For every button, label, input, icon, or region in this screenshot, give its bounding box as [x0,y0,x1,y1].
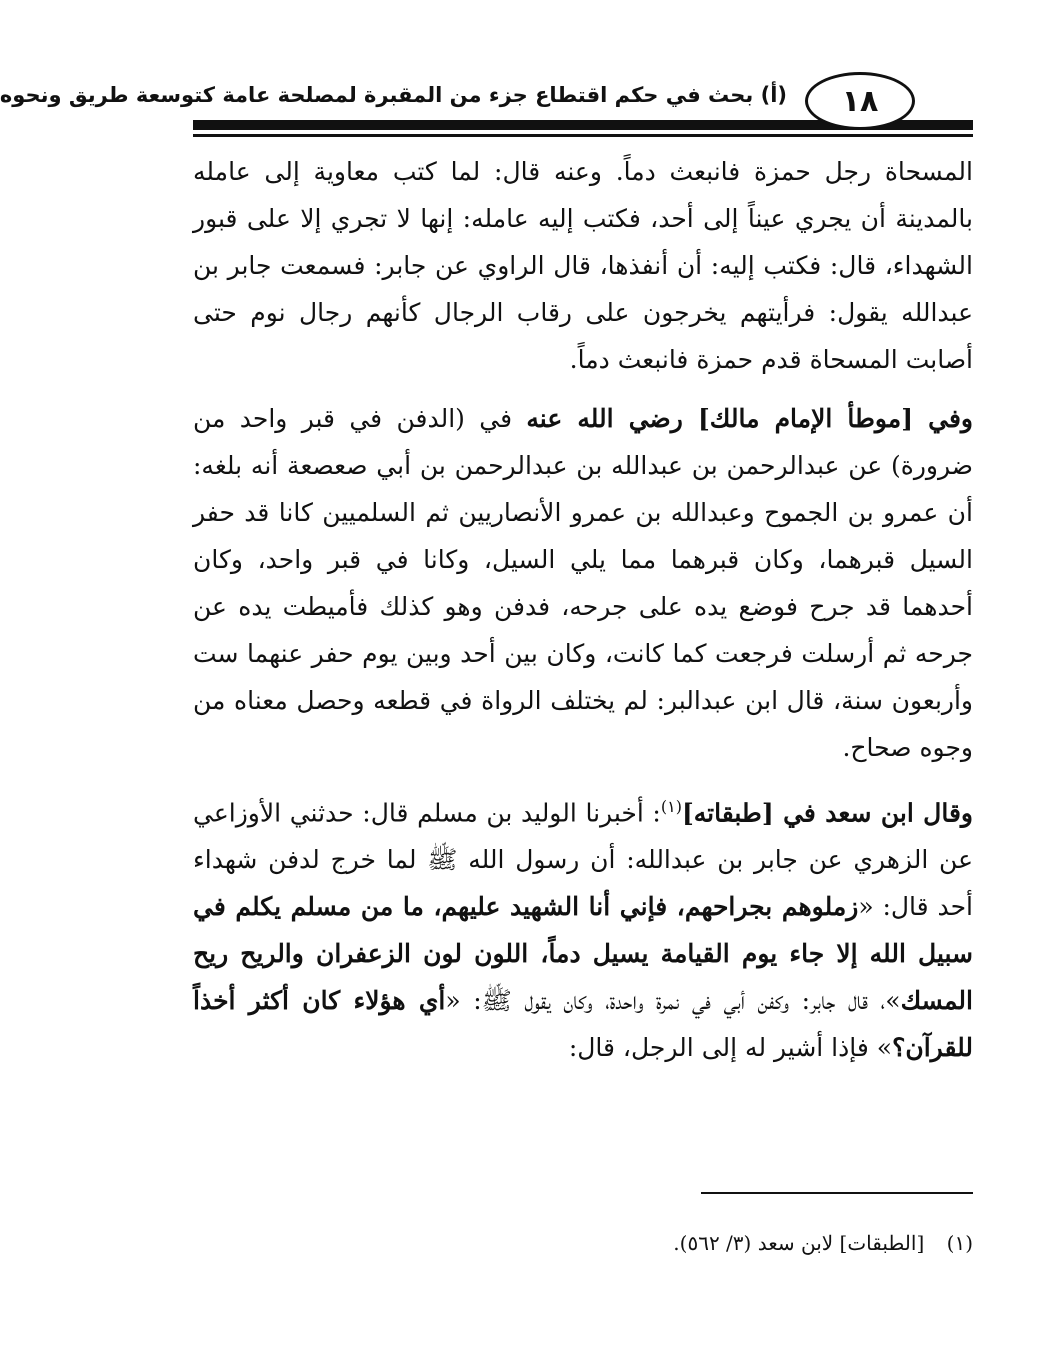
text-segment: : أخبرنا الوليد بن مسلم قال: حدثني الأوزاعي عن الزهري عن جابر بن عبدالله: أن رسول الله ﷺ لما خرج لدفن شهداء أحد قال: « [193,798,973,922]
paragraph [193,783,973,1071]
text-segment: أي هؤلاء كان أكثر أخذاً للقرآن؟ [193,986,973,1063]
text-segment: المسحاة رجل حمزة فانبعث دماً. وعنه قال: لما كتب معاوية إلى عامله بالمدينة أن يجري عيناً إلى أحد، فكتب إليه عامله: إنها لا تجري إلا على قبور الشهداء، قال: فكتب إليه: أن أنفذها، قال الراوي عن جابر: فسمعت جابر بن عبدالله يقول: فرأيتهم يخرجون على رقاب الرجال كأنهم رجال نوم حتى أصابت المسحاة قدم حمزة فانبعث دماً. [193,157,973,374]
text-segment: وفي [موطأ الإمام مالك] رضي الله عنه [526,404,973,433]
footnote [193,1228,973,1258]
paragraph [193,395,973,771]
text-segment: »، قال جابر: وكفن أبي في نمرة واحدة، وكان يقول ﷺ: « [445,986,901,1016]
text-segment: » فإذا أشير له إلى الرجل، قال: [568,1033,893,1063]
paragraph [193,148,973,383]
footnote-reference: (١) [660,797,682,816]
text-segment: في (الدفن في قبر واحد من ضرورة) عن عبدالرحمن بن عبدالله بن عبدالرحمن بن أبي صعصعة أنه بلغه: أن عمرو بن الجموح وعبدالله بن عمرو الأنصاريين ثم السلميين كانا قد حفر السيل قبرهما، وكان قبرهما مما يلي السيل، وكانا في قبر واحد، وكان أحدهما قد جرح فوضع يده على جرحه، فدفن وهو كذلك فأميطت يده عن جرحه ثم أرسلت فرجعت كما كانت، وكان بين أحد وبين يوم حفر عنهما ست وأربعون سنة، قال ابن عبدالبر: لم يختلف الرواة في قطعه وحصل معناه من وجوه صحاح. [193,404,973,762]
running-title: (أ) بحث في حكم اقتطاع جزء من المقبرة لمصلحة عامة كتوسعة طريق ونحوه [0,83,787,107]
header-rule-thin [193,134,973,137]
text-segment: وقال ابن سعد في [طبقاته] [681,798,973,828]
footnote-divider [701,1192,973,1194]
text-segment: زملوهم بجراحهم، فإني أنا الشهيد عليهم، ما من مسلم يكلم في سبيل الله إلا جاء يوم القيامة يسيل دماً، اللون لون الزعفران والريح ريح المسك [193,892,973,1016]
page-number [805,72,915,130]
footnote-marker: (١) [946,1231,973,1255]
footnote-text: [الطبقات] لابن سعد (٣/ ٥٦٢). [673,1231,925,1255]
page-number-text: ١٨ [841,83,879,119]
body-text [193,148,973,1071]
